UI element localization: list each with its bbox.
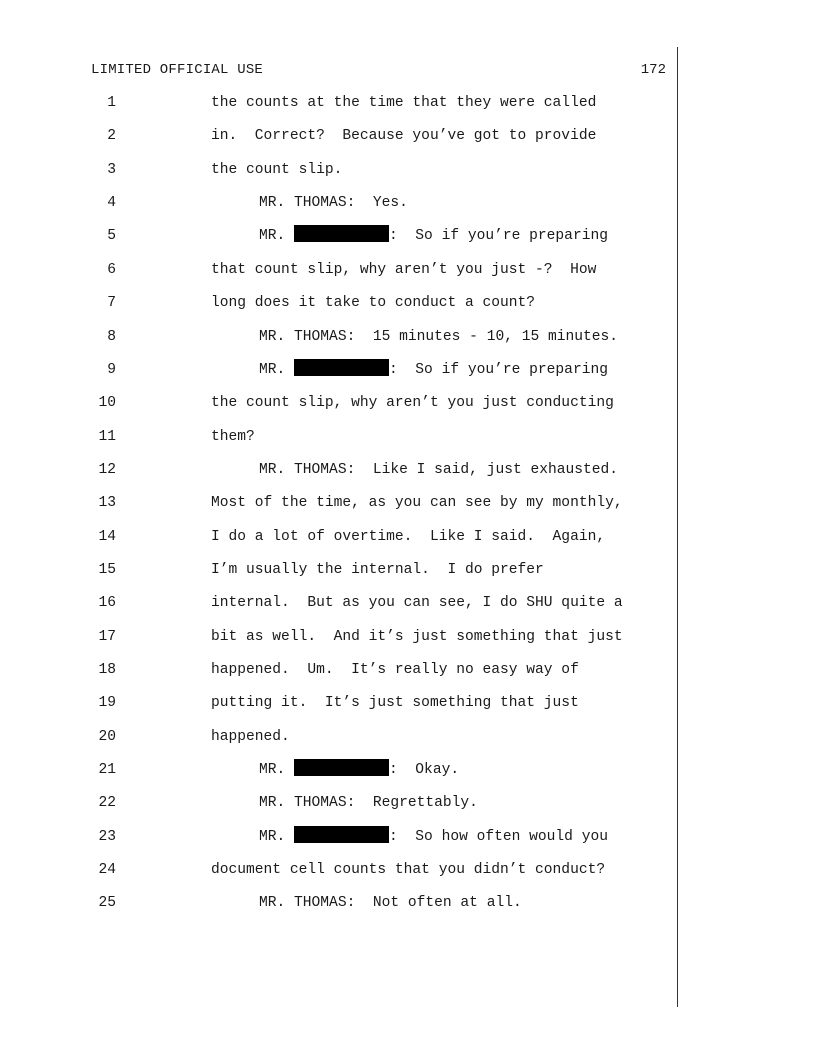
line-number: 1 [107,95,116,111]
line-text [211,292,535,314]
line-text [211,526,605,548]
transcript-line [0,759,816,781]
line-text-segment: MR. [259,762,295,778]
line-number: 13 [98,495,116,512]
line-number: 15 [98,561,116,578]
line-text-segment: document cell counts that you didn’t conduct? [211,862,606,879]
line-text-segment: internal. But as you can see, I do SHU quite a [211,595,623,612]
redaction-block [294,759,389,776]
transcript-line [0,192,816,214]
line-text [211,626,623,648]
line-number: 10 [98,395,116,412]
line-text-segment: the count slip, why aren’t you just conducting [211,395,614,412]
line-text-segment: MR. [259,228,295,245]
line-number: 16 [98,595,116,612]
transcript-line [0,592,816,614]
line-text-segment: MR. [259,828,295,845]
transcript-line [0,892,816,914]
redaction-block [294,359,389,376]
line-text [259,759,459,781]
line-number: 25 [98,895,116,912]
line-number: 20 [98,728,116,745]
line-text [259,459,618,481]
line-text [211,859,605,881]
line-number: 9 [107,361,116,378]
line-text-segment: that count slip, why aren’t you just -? How [211,261,597,278]
line-text-segment: : So if you’re preparing [389,361,608,378]
line-number: 18 [98,662,116,678]
line-text-segment: in. Correct? Because you’ve got to provide [211,128,597,145]
line-text [259,225,608,247]
line-text-segment: putting it. It’s just something that just [211,695,579,712]
line-text-segment: long does it take to conduct a count? [211,295,536,312]
line-number: 3 [107,161,116,178]
line-text-segment: MR. THOMAS: 15 minutes - 10, 15 minutes. [259,328,619,345]
line-text-segment: MR. [259,361,295,378]
transcript-line [0,492,816,514]
line-number: 7 [107,295,116,312]
page-number: 172 [640,62,666,78]
redaction-block [294,826,389,843]
transcript-line [0,659,816,681]
transcript-line [0,92,816,114]
transcript-line [0,125,816,147]
line-text [259,792,478,814]
line-number: 24 [98,862,116,879]
line-text [259,826,608,848]
line-number: 5 [107,228,116,245]
transcript-line [0,559,816,581]
line-number: 8 [107,328,116,345]
line-text-segment: them? [211,428,255,445]
line-text-segment: MR. THOMAS: Not often at all. [259,895,522,912]
transcript-line [0,426,816,448]
transcript-line [0,859,816,881]
transcript-line [0,359,816,381]
line-text-segment: : So how often would you [389,828,608,845]
transcript-line [0,626,816,648]
line-text [211,726,290,748]
transcript-line [0,225,816,247]
line-text-segment: bit as well. And it’s just something that just [211,628,623,645]
transcript-line [0,726,816,748]
line-number: 12 [98,461,116,478]
transcript-line [0,259,816,281]
transcript-line [0,292,816,314]
line-text-segment: the count slip. [211,161,343,178]
transcript-line [0,792,816,814]
transcript-line [0,392,816,414]
line-number: 19 [98,695,116,712]
line-text-segment: MR. THOMAS: Like I said, just exhausted. [259,461,619,478]
line-text-segment: : So if you’re preparing [389,228,608,245]
line-text-segment: Most of the time, as you can see by my monthly, [211,495,623,512]
line-text [211,125,596,147]
transcript-line [0,826,816,848]
line-text [211,159,342,181]
transcript-line [0,326,816,348]
line-text-segment: MR. THOMAS: Regrettably. [259,795,478,812]
line-text [211,692,579,714]
line-text-segment: happened. [211,728,290,745]
line-text-segment: happened. Um. It’s really no easy way of [211,662,579,678]
line-number: 6 [107,261,116,278]
line-text [211,592,623,614]
line-text [259,192,408,214]
line-text [259,359,608,381]
line-text [211,259,596,281]
line-text [211,559,544,581]
line-text [211,426,255,448]
transcript-line [0,692,816,714]
line-text-segment: MR. THOMAS: Yes. [259,195,408,212]
line-number: 22 [98,795,116,812]
line-text-segment: : Okay. [389,762,460,778]
line-text-segment: the counts at the time that they were called [211,95,597,111]
line-text [259,326,618,348]
line-number: 14 [98,528,116,545]
line-number: 4 [107,195,116,212]
line-number: 17 [98,628,116,645]
line-number: 23 [98,828,116,845]
line-text [211,659,579,681]
redaction-block [294,225,389,242]
line-text [211,92,596,114]
line-number: 2 [107,128,116,145]
transcript-line [0,459,816,481]
transcript-line [0,159,816,181]
line-text-segment: I’m usually the internal. I do prefer [211,561,544,578]
line-number: 11 [98,428,116,445]
line-number: 21 [98,762,116,778]
line-text [211,392,614,414]
classification-header: LIMITED OFFICIAL USE [91,62,264,78]
line-text [211,492,623,514]
transcript-line [0,526,816,548]
line-text-segment: I do a lot of overtime. Like I said. Again, [211,528,606,545]
line-text [259,892,522,914]
